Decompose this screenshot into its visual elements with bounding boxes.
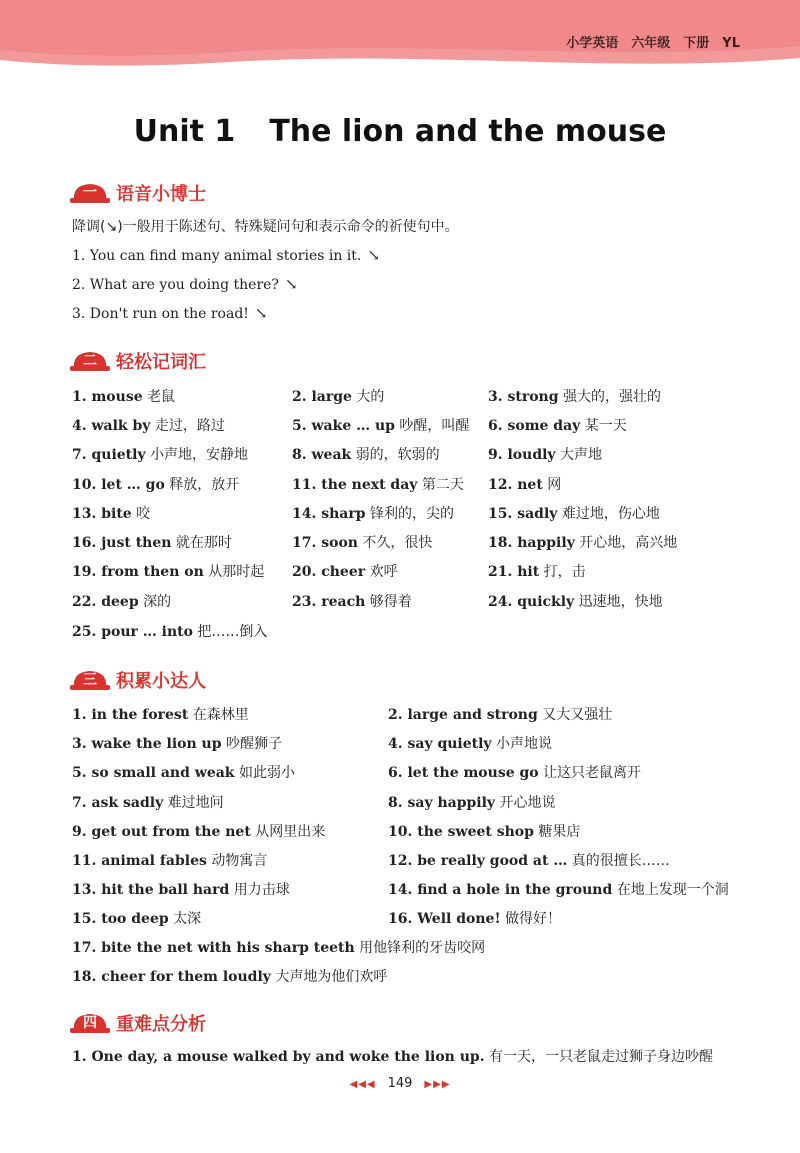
vocab-item: 22. deep 深的 (72, 594, 172, 610)
vocab-item: 17. soon 不久，很快 (292, 535, 433, 551)
header-banner (0, 0, 800, 72)
phrase-item: 8. say happily 开心地说 (388, 795, 556, 811)
section-badge-icon: 四 (70, 1011, 110, 1035)
vocab-item: 15. sadly 难过地，伤心地 (488, 506, 660, 522)
section-title: 积累小达人 (116, 671, 206, 692)
vocab-item: 12. net 网 (488, 477, 562, 493)
vocab-item: 14. sharp 锋利的，尖的 (292, 506, 454, 522)
vocab-item: 6. some day 某一天 (488, 418, 627, 434)
vocab-item: 16. just then 就在那时 (72, 535, 232, 551)
phonics-item: 3. Don't run on the road! ↘ (72, 304, 268, 322)
vocab-item: 4. walk by 走过，路过 (72, 418, 225, 434)
vocab-item: 25. pour … into 把……倒入 (72, 624, 268, 640)
phrase-item: 10. the sweet shop 糖果店 (388, 824, 581, 840)
vocab-item: 13. bite 咬 (72, 506, 151, 522)
vocab-item: 19. from then on 从那时起 (72, 564, 265, 580)
phonics-item: 1. You can find many animal stories in it. ↘ (72, 246, 380, 264)
phonics-item: 2. What are you doing there? ↘ (72, 275, 298, 293)
phrase-item: 18. cheer for them loudly 大声地为他们欢呼 (72, 969, 388, 985)
falling-tone-arrow-icon: ↘ (367, 246, 380, 264)
vocab-item: 18. happily 开心地，高兴地 (488, 535, 678, 551)
phrase-item: 11. animal fables 动物寓言 (72, 853, 268, 869)
phrase-item: 6. let the mouse go 让这只老鼠离开 (388, 765, 642, 781)
phrase-item: 4. say quietly 小声地说 (388, 736, 553, 752)
phonics-intro: 降调(↘)一般用于陈述句、特殊疑问句和表示命令的祈使句中。 (72, 219, 459, 235)
vocab-item: 21. hit 打，击 (488, 564, 586, 580)
left-arrows-icon: ◀◀◀ (349, 1079, 376, 1090)
section-heading-2 (70, 348, 206, 374)
section-heading-1 (70, 180, 206, 206)
vocab-item: 8. weak 弱的，软弱的 (292, 447, 440, 463)
section-title: 轻松记词汇 (116, 352, 206, 373)
vocab-item: 11. the next day 第二天 (292, 477, 464, 493)
vocab-item: 23. reach 够得着 (292, 594, 412, 610)
page-number: 149 (387, 1076, 413, 1091)
phrase-item: 12. be really good at … 真的很擅长…… (388, 853, 670, 869)
phrase-item: 15. too deep 太深 (72, 911, 202, 927)
right-arrows-icon: ▶▶▶ (424, 1079, 451, 1090)
unit-name: The lion and the mouse (269, 114, 667, 149)
falling-tone-arrow-icon: ↘ (284, 275, 298, 293)
falling-tone-arrow-icon: ↘ (254, 304, 268, 322)
phrase-item: 17. bite the net with his sharp teeth 用他锋利的牙齿咬网 (72, 940, 486, 956)
vocab-item: 1. mouse 老鼠 (72, 389, 176, 405)
analysis-sentence: 1. One day, a mouse walked by and woke the lion up. 有一天，一只老鼠走过狮子身边吵醒 (72, 1049, 714, 1065)
vocab-item: 3. strong 强大的，强壮的 (488, 389, 661, 405)
unit-number: Unit 1 (133, 114, 236, 149)
section-badge-icon: 一 (70, 181, 110, 205)
section-heading-3 (70, 667, 206, 693)
phrase-item: 13. hit the ball hard 用力击球 (72, 882, 290, 898)
page-title (0, 114, 800, 149)
phrase-item: 3. wake the lion up 吵醒狮子 (72, 736, 282, 752)
phrase-item: 7. ask sadly 难过地问 (72, 795, 224, 811)
section-badge-icon: 二 (70, 349, 110, 373)
section-title: 语音小博士 (116, 184, 206, 205)
vocab-item: 9. loudly 大声地 (488, 447, 603, 463)
phrase-item: 5. so small and weak 如此弱小 (72, 765, 295, 781)
phrase-item: 9. get out from the net 从网里出来 (72, 824, 326, 840)
vocab-item: 24. quickly 迅速地，快地 (488, 594, 663, 610)
phrase-item: 14. find a hole in the ground 在地上发现一个洞 (388, 882, 729, 898)
section-heading-4 (70, 1010, 206, 1036)
vocab-item: 20. cheer 欢呼 (292, 564, 398, 580)
page-footer (0, 1076, 800, 1091)
vocab-item: 5. wake … up 吵醒，叫醒 (292, 418, 470, 434)
vocab-item: 2. large 大的 (292, 389, 385, 405)
section-title: 重难点分析 (116, 1014, 206, 1035)
phrase-item: 2. large and strong 又大又强壮 (388, 707, 613, 723)
phrase-item: 1. in the forest 在森林里 (72, 707, 249, 723)
book-label: 小学英语 六年级 下册 YL (566, 36, 740, 51)
vocab-item: 7. quietly 小声地，安静地 (72, 447, 249, 463)
phrase-item: 16. Well done! 做得好！ (388, 911, 562, 927)
section-badge-icon: 三 (70, 668, 110, 692)
vocab-item: 10. let … go 释放，放开 (72, 477, 240, 493)
